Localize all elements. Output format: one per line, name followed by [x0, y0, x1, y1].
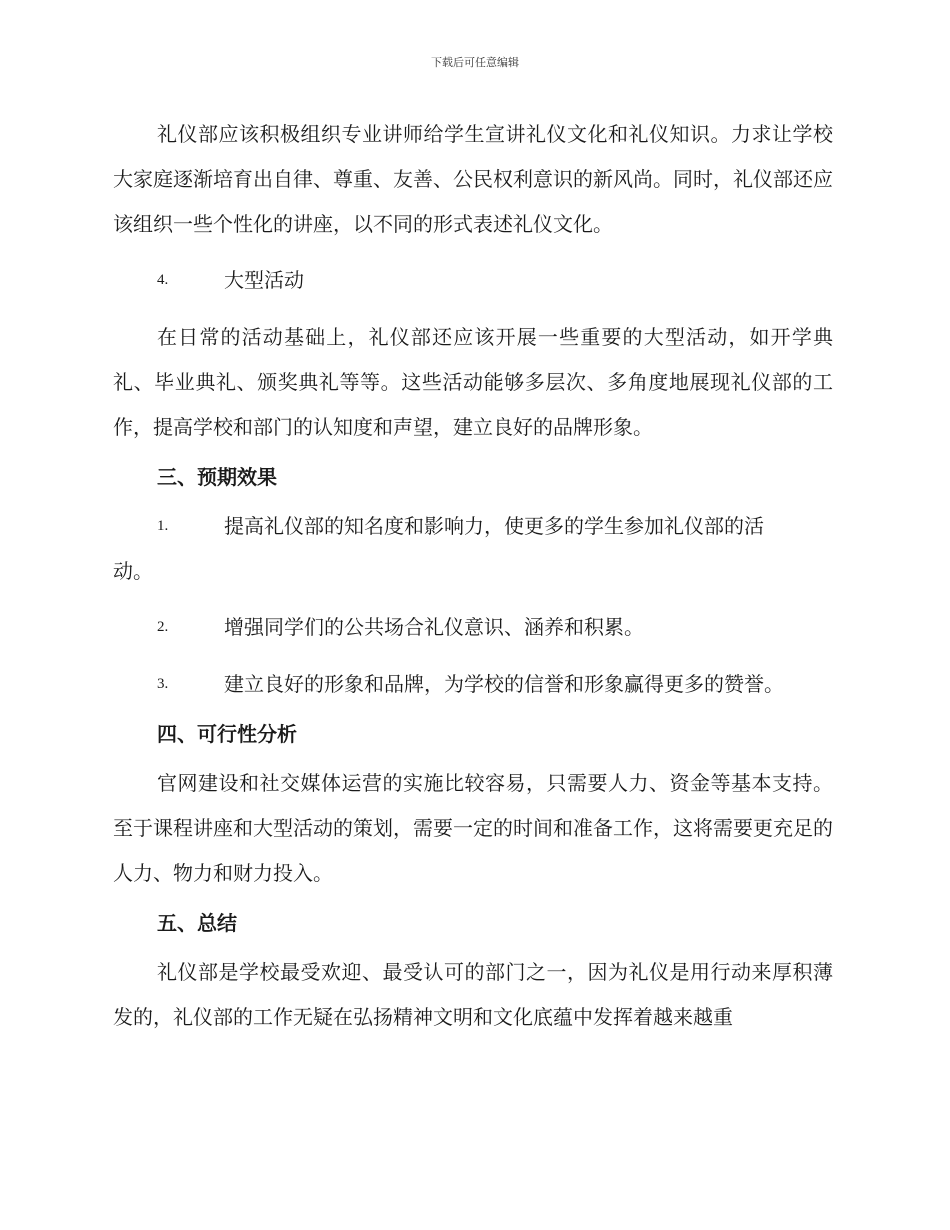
paragraph-large-events: 在日常的活动基础上，礼仪部还应该开展一些重要的大型活动，如开学典礼、毕业典礼、颁奖典礼等等。这些活动能够多层次、多角度地展现礼仪部的工作，提高学校和部门的认知度和声望，建立良好的品牌形象。 [113, 325, 833, 439]
list-item-large-events [113, 258, 833, 303]
list-number: 1. [157, 518, 169, 534]
paragraph-etiquette-lectures: 礼仪部应该积极组织专业讲师给学生宣讲礼仪文化和礼仪知识。力求让学校大家庭逐渐培育出自律、尊重、友善、公民权利意识的新风尚。同时，礼仪部还应该组织一些个性化的讲座，以不同的形式表述礼仪文化。 [113, 122, 833, 236]
document-body [113, 112, 833, 1040]
list-item-text: 建立良好的形象和品牌，为学校的信誉和形象赢得更多的赞誉。 [224, 672, 784, 696]
section-heading-expected-effects: 三、预期效果 [157, 465, 277, 489]
list-item-effect-3 [113, 662, 833, 707]
paragraph-feasibility: 官网建设和社交媒体运营的实施比较容易，只需要人力、资金等基本支持。至于课程讲座和大型活动的策划，需要一定的时间和准备工作，这将需要更充足的人力、物力和财力投入。 [113, 771, 833, 885]
section-heading-summary: 五、总结 [157, 911, 237, 935]
list-item-text: 提高礼仪部的知名度和影响力，使更多的学生参加礼仪部的活 [224, 514, 764, 538]
list-number: 2. [157, 619, 169, 635]
section-heading-feasibility: 四、可行性分析 [157, 722, 297, 746]
list-item-text: 大型活动 [224, 268, 304, 292]
list-number: 4. [157, 272, 169, 288]
paragraph-summary: 礼仪部是学校最受欢迎、最受认可的部门之一，因为礼仪是用行动来厚积薄发的，礼仪部的工作无疑在弘扬精神文明和文化底蕴中发挥着越来越重 [113, 960, 833, 1029]
list-number: 3. [157, 676, 169, 692]
page-header: 下载后可任意编辑 [431, 56, 519, 69]
list-item-text-continued: 动。 [113, 559, 153, 583]
list-item-effect-2 [113, 605, 833, 650]
list-item-text: 增强同学们的公共场合礼仪意识、涵养和积累。 [224, 615, 644, 639]
list-item-effect-1 [113, 504, 833, 594]
